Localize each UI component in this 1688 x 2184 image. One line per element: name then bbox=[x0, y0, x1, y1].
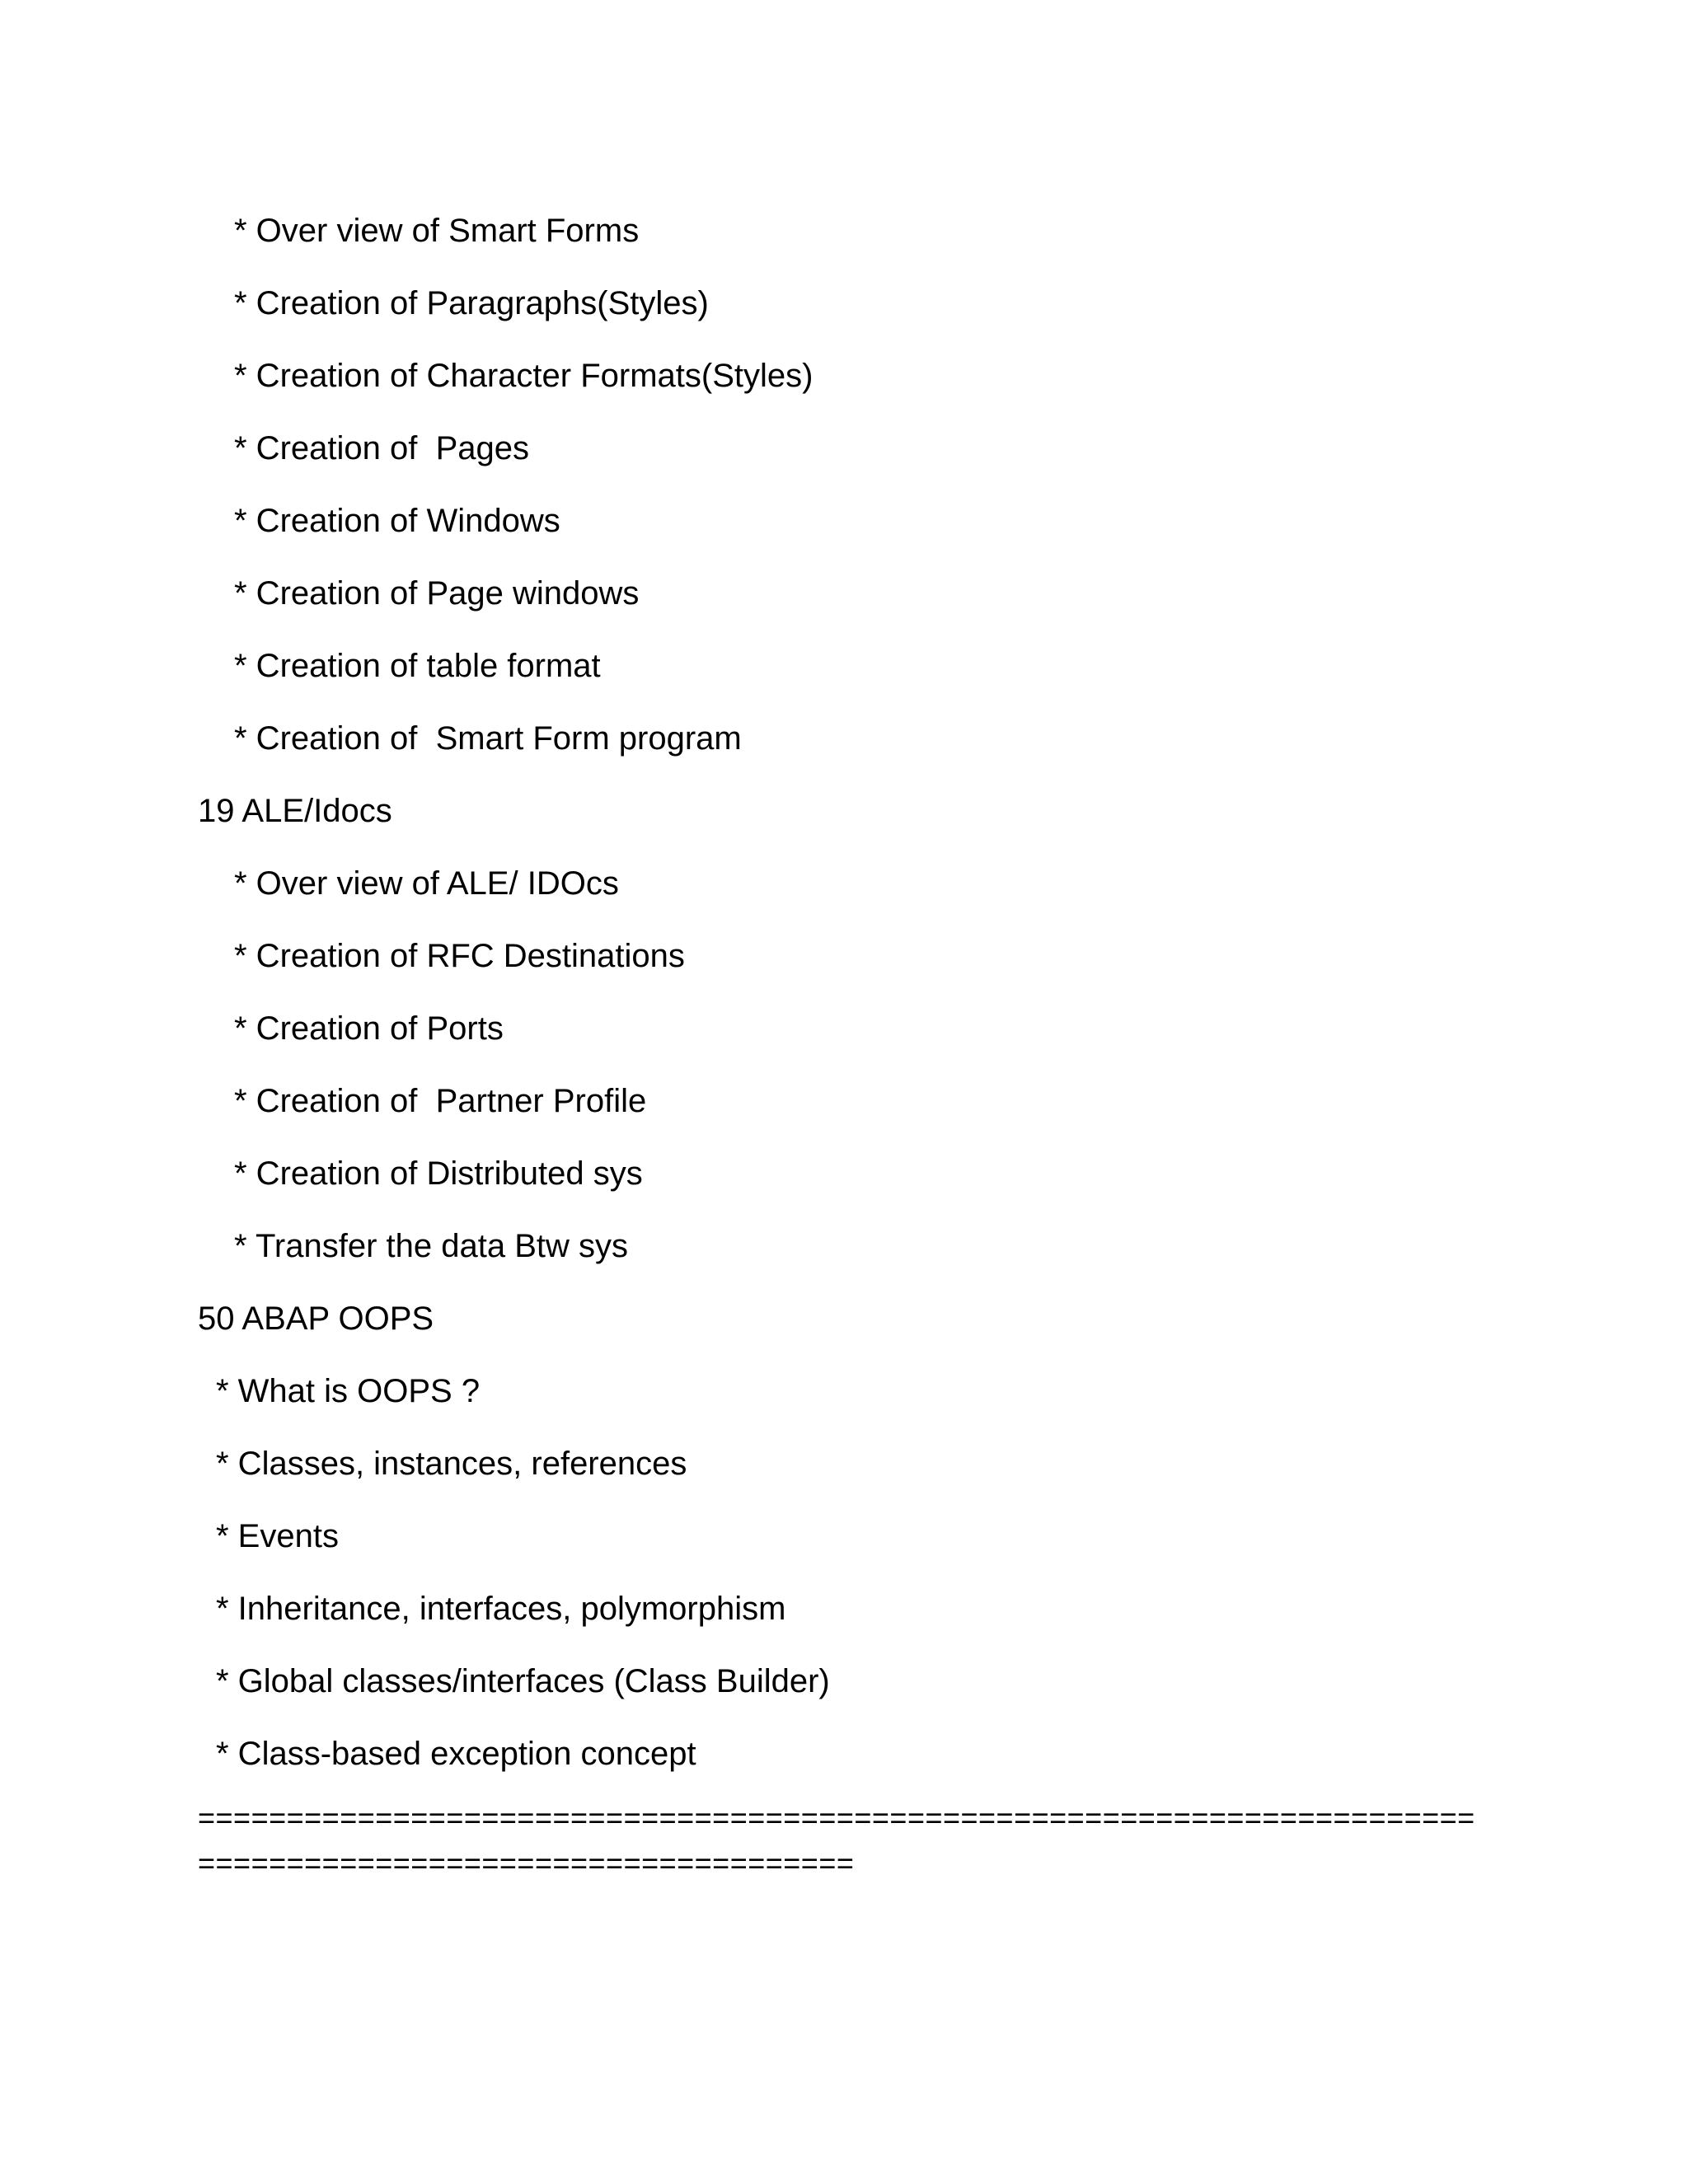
list-item: * Creation of Partner Profile bbox=[234, 1083, 647, 1119]
list-item: * Creation of RFC Destinations bbox=[234, 938, 685, 974]
list-item: * Events bbox=[216, 1518, 339, 1554]
list-item: * Creation of Character Formats(Styles) bbox=[234, 358, 814, 394]
list-item: * Creation of Windows bbox=[234, 503, 560, 539]
list-item: * Global classes/interfaces (Class Builder) bbox=[216, 1663, 830, 1699]
list-item: * Transfer the data Btw sys bbox=[234, 1228, 628, 1264]
list-item: * Creation of Smart Form program bbox=[234, 720, 742, 757]
list-item: * Creation of Page windows bbox=[234, 575, 640, 612]
separator-line: ===================================== bbox=[198, 1846, 855, 1880]
oops-section bbox=[198, 1282, 1517, 1790]
list-item: * Over view of Smart Forms bbox=[234, 213, 640, 249]
document-content bbox=[198, 194, 1517, 1886]
section-heading: 19 ALE/Idocs bbox=[198, 793, 392, 829]
list-item: * Creation of Distributed sys bbox=[234, 1155, 643, 1192]
list-item: * Creation of table format bbox=[234, 648, 601, 684]
list-item: * Creation of Paragraphs(Styles) bbox=[234, 285, 709, 321]
list-item: * Classes, instances, references bbox=[216, 1446, 687, 1482]
list-item: * Inheritance, interfaces, polymorphism bbox=[216, 1591, 786, 1627]
list-item: * Creation of Pages bbox=[234, 430, 529, 466]
smart-forms-section bbox=[198, 194, 1517, 775]
ale-section bbox=[198, 775, 1517, 1282]
list-item: * What is OOPS ? bbox=[216, 1373, 481, 1409]
separator-line: ======================================================================== bbox=[198, 1801, 1475, 1835]
list-item: * Class-based exception concept bbox=[216, 1736, 696, 1772]
section-heading: 50 ABAP OOPS bbox=[198, 1301, 434, 1337]
separator bbox=[198, 1795, 1517, 1886]
list-item: * Creation of Ports bbox=[234, 1010, 504, 1047]
list-item: * Over view of ALE/ IDOcs bbox=[234, 865, 619, 902]
